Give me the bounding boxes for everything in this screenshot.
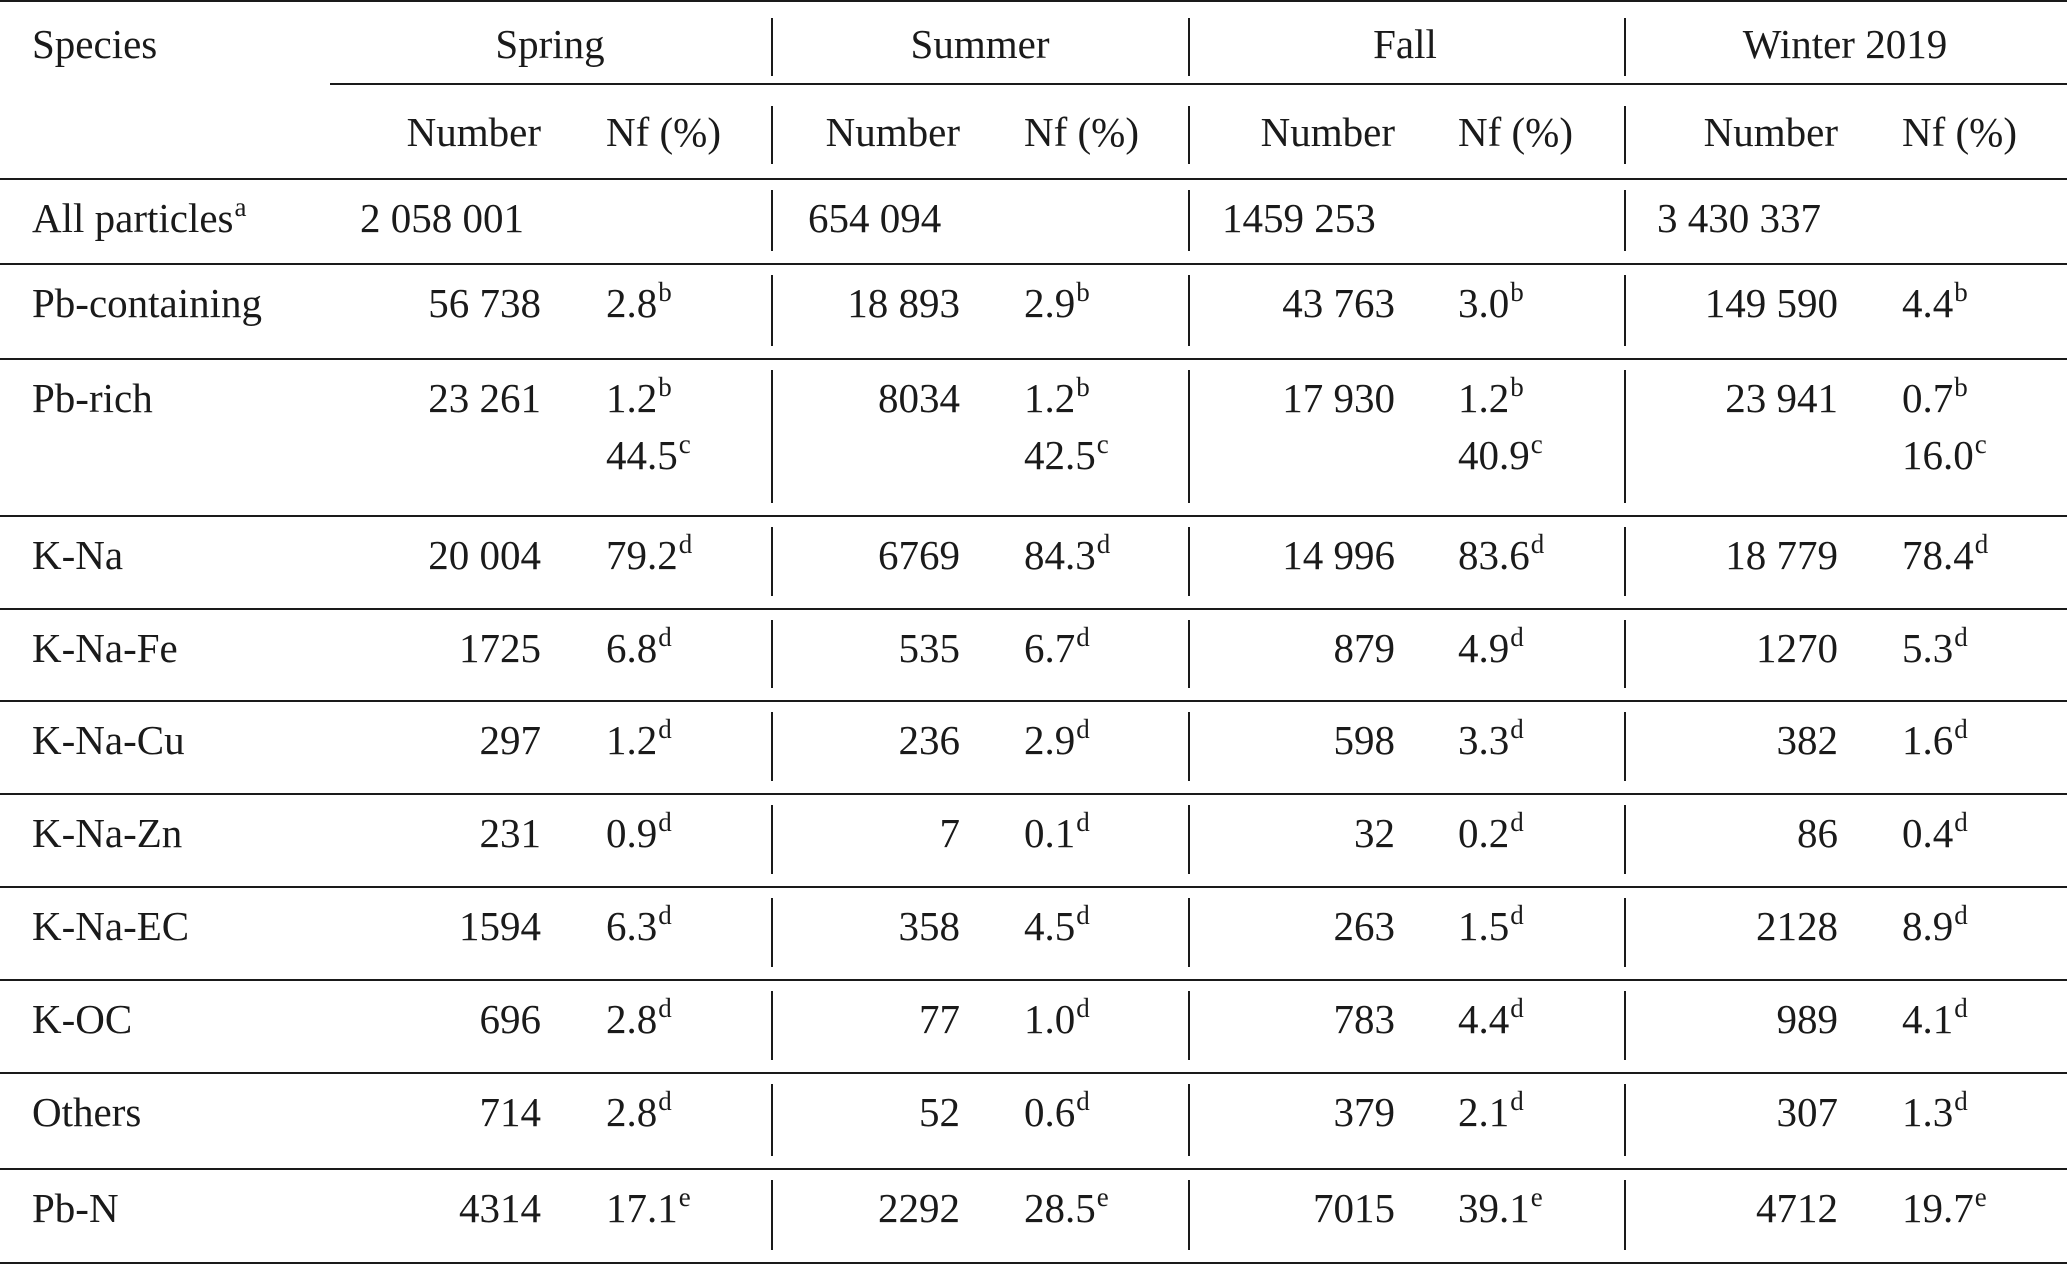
nf-percent: 1.2 [1458,375,1510,421]
nf-percent: 0.7 [1902,375,1954,421]
season-header-summer: Summer [910,21,1050,67]
nf-percent: 1.2 [606,717,658,763]
nf-percent: 0.1 [1024,810,1076,856]
number-value: 18 779 [1725,532,1838,578]
number-value: 43 763 [1282,280,1395,326]
nf-percent: 6.7 [1024,625,1076,671]
row-separator [1624,370,1626,503]
nf-percent: 3.0 [1458,280,1510,326]
nf-percent: 4.1 [1902,996,1954,1042]
row-separator [1188,991,1190,1060]
number-value: 20 004 [428,532,541,578]
footnote-marker: d [1076,807,1090,837]
row-separator [1624,1180,1626,1250]
row-separator [1188,1084,1190,1156]
subheader-nf-summer: Nf (%) [1024,109,1139,155]
nf-value [1458,714,1524,763]
species-name: K-Na-EC [32,903,190,949]
subheader-number-spring: Number [406,109,541,155]
number-value: 879 [1333,625,1395,671]
footnote-marker: b [1954,372,1968,402]
season-header-fall: Fall [1373,21,1437,67]
number-value: 3 430 337 [1657,195,1821,241]
nf-value [1902,622,1968,671]
footnote-marker: d [1954,993,1968,1023]
number-value: 7 [939,810,960,856]
footnote-marker: d [1530,529,1545,559]
row-rule [0,608,2067,610]
row-rule [0,263,2067,265]
row-separator [1624,275,1626,346]
footnote-marker: b [1510,277,1524,307]
footnote-marker: c [1974,429,1987,459]
footnote-marker: b [658,372,672,402]
number-value: 14 996 [1282,532,1395,578]
footnote-marker: d [1076,622,1090,652]
nf-value [1024,622,1090,671]
nf-percent: 3.3 [1458,717,1510,763]
footnote-marker: d [1076,993,1090,1023]
number-value: 263 [1333,903,1395,949]
row-separator [771,1084,773,1156]
nf-value [1902,429,1987,478]
footnote-marker: b [1076,372,1090,402]
nf-value [606,714,672,763]
number-value: 32 [1354,810,1395,856]
row-separator [771,275,773,346]
footnote-marker: d [1974,529,1989,559]
subheader-number-summer: Number [825,109,960,155]
row-rule [0,515,2067,517]
nf-percent: 1.5 [1458,903,1510,949]
number-value: 297 [479,717,541,763]
number-value: 989 [1776,996,1838,1042]
nf-value [1458,429,1543,478]
species-name: K-Na [32,532,124,578]
row-separator [1188,370,1190,503]
subheader-number-winter: Number [1703,109,1838,155]
footnote-marker: c [678,429,691,459]
nf-value [1024,372,1090,421]
footnote-marker: b [1954,277,1968,307]
row-separator [771,805,773,874]
row-rule [0,979,2067,981]
footnote-marker: e [1096,1182,1109,1212]
subheader-number-fall: Number [1260,109,1395,155]
species-label [32,1185,119,1231]
footnote-marker: d [1954,807,1968,837]
number-value: 149 590 [1704,280,1838,326]
nf-percent: 0.4 [1902,810,1954,856]
row-separator [1624,527,1626,596]
number-value: 1594 [459,903,541,949]
nf-percent: 2.1 [1458,1089,1510,1135]
number-value: 783 [1333,996,1395,1042]
footnote-marker: a [234,192,247,222]
season-underline [330,83,2067,85]
row-separator [1624,190,1626,251]
footnote-marker: d [1954,714,1968,744]
nf-value [606,993,672,1042]
footnote-marker: d [1510,807,1524,837]
nf-percent: 4.9 [1458,625,1510,671]
nf-percent: 40.9 [1458,432,1530,478]
footnote-marker: c [1096,429,1109,459]
nf-percent: 2.8 [606,1089,658,1135]
row-separator [1624,991,1626,1060]
subheader-nf-winter: Nf (%) [1902,109,2017,155]
species-label [32,1089,142,1135]
top-rule [0,0,2067,2]
row-rule [0,1168,2067,1170]
number-value: 379 [1333,1089,1395,1135]
row-separator [1188,620,1190,688]
nf-value [1902,993,1968,1042]
row-separator [1188,1180,1190,1250]
nf-value [1024,529,1111,578]
nf-value [606,277,672,326]
number-value: 231 [479,810,541,856]
nf-value [1902,1086,1968,1135]
row-rule [0,793,2067,795]
header-bottom-rule [0,178,2067,180]
nf-percent: 2.8 [606,280,658,326]
row-separator [1188,898,1190,967]
nf-percent: 6.8 [606,625,658,671]
header-separator [1188,18,1190,76]
row-separator [771,190,773,251]
header-separator [1624,106,1626,164]
species-name: Pb-containing [32,280,263,326]
nf-percent: 39.1 [1458,1185,1530,1231]
nf-value [1902,529,1989,578]
number-value: 598 [1333,717,1395,763]
nf-value [606,429,691,478]
number-value: 1270 [1756,625,1838,671]
footnote-marker: e [1974,1182,1987,1212]
species-label [32,532,124,578]
footnote-marker: d [1510,1086,1524,1116]
nf-value [1902,807,1968,856]
row-rule [0,886,2067,888]
footnote-marker: d [1954,900,1968,930]
species-name: K-Na-Cu [32,717,185,763]
number-value: 236 [898,717,960,763]
nf-value [1458,529,1545,578]
number-value: 1459 253 [1222,195,1376,241]
number-value: 23 261 [428,375,541,421]
row-separator [1624,1084,1626,1156]
number-value: 56 738 [428,280,541,326]
number-value: 77 [919,996,960,1042]
number-value: 358 [898,903,960,949]
species-name: K-Na-Zn [32,810,183,856]
nf-value [1458,993,1524,1042]
row-separator [771,527,773,596]
nf-value [1024,807,1090,856]
row-separator [1188,190,1190,251]
nf-value [606,372,672,421]
row-rule [0,700,2067,702]
nf-value [1458,900,1524,949]
species-label [32,192,247,241]
nf-value [1458,807,1524,856]
row-separator [1624,620,1626,688]
nf-value [1458,277,1524,326]
subheader-nf-fall: Nf (%) [1458,109,1573,155]
nf-percent: 19.7 [1902,1185,1974,1231]
nf-value [606,529,693,578]
row-separator [1188,527,1190,596]
footnote-marker: d [658,622,672,652]
nf-percent: 17.1 [606,1185,678,1231]
species-label [32,810,183,856]
nf-percent: 42.5 [1024,432,1096,478]
nf-percent: 79.2 [606,532,678,578]
footnote-marker: c [1530,429,1543,459]
nf-percent: 8.9 [1902,903,1954,949]
number-value: 1725 [459,625,541,671]
header-separator [1188,106,1190,164]
number-value: 654 094 [808,195,942,241]
footnote-marker: d [1954,1086,1968,1116]
number-value: 307 [1776,1089,1838,1135]
nf-value [1458,622,1524,671]
nf-value [606,622,672,671]
number-value: 8034 [878,375,960,421]
nf-percent: 5.3 [1902,625,1954,671]
footnote-marker: d [1954,622,1968,652]
nf-value [1902,1182,1987,1231]
number-value: 2292 [878,1185,960,1231]
row-separator [771,898,773,967]
number-value: 696 [479,996,541,1042]
nf-value [1024,714,1090,763]
nf-percent: 1.2 [606,375,658,421]
footnote-marker: d [658,900,672,930]
footnote-marker: b [658,277,672,307]
number-value: 4314 [459,1185,541,1231]
footnote-marker: d [1510,622,1524,652]
nf-percent: 1.0 [1024,996,1076,1042]
species-label [32,996,133,1042]
nf-percent: 1.3 [1902,1089,1954,1135]
row-separator [1624,805,1626,874]
season-header-winter: Winter 2019 [1742,21,1948,67]
footnote-marker: e [1530,1182,1543,1212]
species-name: Others [32,1089,142,1135]
nf-value [1024,1086,1090,1135]
footnote-marker: e [678,1182,691,1212]
footnote-marker: d [658,807,672,837]
nf-percent: 2.9 [1024,717,1076,763]
nf-percent: 83.6 [1458,532,1530,578]
number-value: 4712 [1756,1185,1838,1231]
header-separator [771,106,773,164]
species-name: All particles [32,195,234,241]
number-value: 2128 [1756,903,1838,949]
row-separator [1188,805,1190,874]
nf-percent: 0.9 [606,810,658,856]
header-separator [771,18,773,76]
footnote-marker: d [1510,900,1524,930]
species-label [32,717,185,763]
nf-percent: 2.8 [606,996,658,1042]
nf-percent: 0.2 [1458,810,1510,856]
nf-percent: 1.6 [1902,717,1954,763]
row-separator [771,991,773,1060]
nf-value [1458,372,1524,421]
row-separator [771,712,773,781]
species-label [32,625,178,671]
number-value: 23 941 [1725,375,1838,421]
nf-value [606,1182,691,1231]
species-name: K-OC [32,996,133,1042]
species-column-header: Species [32,21,158,67]
number-value: 86 [1797,810,1838,856]
footnote-marker: d [658,993,672,1023]
footnote-marker: d [1076,1086,1090,1116]
number-value: 382 [1776,717,1838,763]
number-value: 6769 [878,532,960,578]
nf-value [1024,900,1090,949]
nf-percent: 28.5 [1024,1185,1096,1231]
footnote-marker: d [1510,993,1524,1023]
nf-percent: 1.2 [1024,375,1076,421]
species-name: Pb-N [32,1185,119,1231]
nf-value [606,900,672,949]
nf-value [1024,1182,1109,1231]
row-separator [1624,712,1626,781]
footnote-marker: d [658,1086,672,1116]
number-value: 535 [898,625,960,671]
footnote-marker: d [658,714,672,744]
row-separator [1188,712,1190,781]
footnote-marker: d [1096,529,1111,559]
season-header-spring: Spring [495,21,605,67]
species-name: Pb-rich [32,375,153,421]
footnote-marker: d [1076,900,1090,930]
number-value: 17 930 [1282,375,1395,421]
footnote-marker: d [678,529,693,559]
species-label [32,280,263,326]
nf-percent: 4.4 [1902,280,1954,326]
nf-value [1024,429,1109,478]
nf-value [1458,1182,1543,1231]
nf-percent: 84.3 [1024,532,1096,578]
row-separator [771,1180,773,1250]
nf-percent: 6.3 [606,903,658,949]
species-label [32,903,190,949]
row-separator [1624,898,1626,967]
species-name: K-Na-Fe [32,625,178,671]
number-value: 7015 [1313,1185,1395,1231]
nf-percent: 16.0 [1902,432,1974,478]
footnote-marker: d [1076,714,1090,744]
nf-value [1024,993,1090,1042]
number-value: 2 058 001 [360,195,524,241]
nf-percent: 78.4 [1902,532,1974,578]
nf-percent: 4.5 [1024,903,1076,949]
number-value: 52 [919,1089,960,1135]
nf-value [1902,277,1968,326]
footnote-marker: d [1510,714,1524,744]
number-value: 714 [479,1089,541,1135]
nf-value [1902,372,1968,421]
nf-value [606,807,672,856]
species-label [32,375,153,421]
nf-value [1902,714,1968,763]
row-separator [1188,275,1190,346]
row-separator [771,370,773,503]
nf-value [1458,1086,1524,1135]
nf-value [1024,277,1090,326]
number-value: 18 893 [847,280,960,326]
subheader-nf-spring: Nf (%) [606,109,721,155]
footnote-marker: b [1510,372,1524,402]
row-separator [771,620,773,688]
row-rule [0,1072,2067,1074]
footnote-marker: b [1076,277,1090,307]
nf-percent: 0.6 [1024,1089,1076,1135]
header-separator [1624,18,1626,76]
nf-percent: 2.9 [1024,280,1076,326]
nf-percent: 44.5 [606,432,678,478]
nf-value [606,1086,672,1135]
nf-value [1902,900,1968,949]
row-rule [0,358,2067,360]
nf-percent: 4.4 [1458,996,1510,1042]
